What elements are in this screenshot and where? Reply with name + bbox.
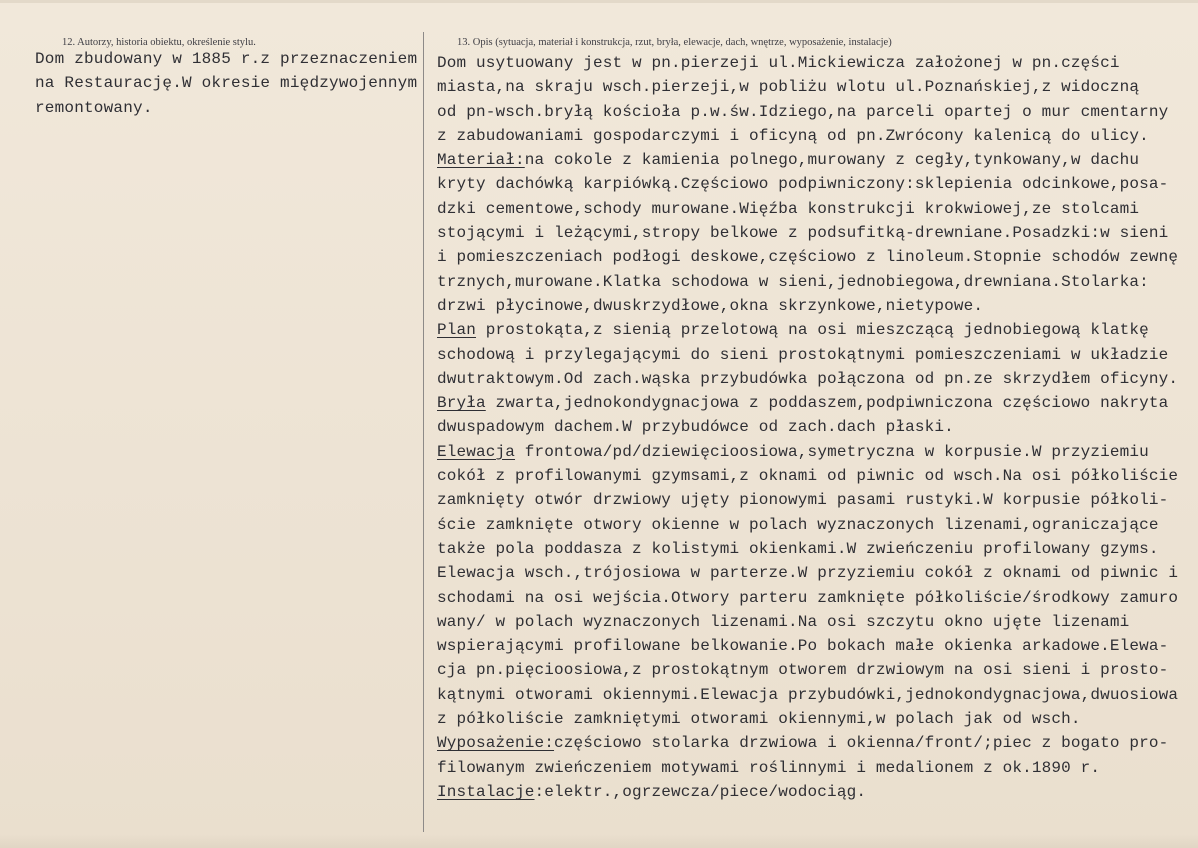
line-text: także pola poddasza z kolistymi okienkami.W zwieńczeniu profilowany gzyms.	[437, 539, 1159, 558]
line-text: na cokole z kamienia polnego,murowany z cegły,tynkowany,w dachu	[524, 151, 1140, 170]
description-text-line	[437, 221, 1197, 245]
description-text-line	[437, 245, 1197, 269]
line-text: trznych,murowane.Klatka schodowa w sieni,jednobiegowa,drewniana.Stolarka:	[437, 272, 1149, 291]
description-text-line	[437, 561, 1197, 585]
section-label: Elewacja	[437, 442, 516, 461]
line-text: z półkoliście zamkniętymi otworami okiennymi,w polach jak od wsch.	[437, 710, 1081, 729]
description-text-line	[437, 75, 1197, 99]
line-text: cja pn.pięcioosiowa,z prostokątnym otworem drzwiowym na osi sieni i prosto-	[437, 661, 1169, 680]
line-text: frontowa/pd/dziewięcioosiowa,symetryczna w korpusie.W przyziemiu	[515, 442, 1149, 461]
description-text-line	[437, 440, 1197, 464]
description-text-line	[437, 367, 1197, 391]
top-edge	[0, 0, 1198, 3]
authors-history-section	[35, 47, 420, 120]
description-text-line	[437, 197, 1197, 221]
line-text: kątnymi otworami okiennymi.Elewacja przybudówki,jednokondygnacjowa,dwuosiowa	[437, 685, 1179, 704]
description-text-line	[437, 294, 1197, 318]
line-text: i pomieszczeniach podłogi deskowe,częściowo z linoleum.Stopnie schodów zewnę	[437, 248, 1179, 267]
section-label: Instalacje	[437, 782, 535, 801]
section-13-header: 13. Opis (sytuacja, materiał i konstrukcja, rzut, bryła, elewacje, dach, wnętrze, wyposażenie, instalacje)	[457, 37, 892, 48]
left-text-line: Dom zbudowany w 1885 r.z przeznaczeniem	[35, 50, 418, 68]
line-text: prostokąta,z sienią przelotową na osi mieszczącą jednobiegową klatkę	[476, 321, 1149, 340]
line-text: z zabudowaniami gospodarczymi i oficyną od pn.Zwrócony kalenicą do ulicy.	[437, 126, 1149, 145]
description-text-line	[437, 537, 1197, 561]
section-label: Plan	[437, 321, 477, 340]
description-text-line	[437, 51, 1197, 75]
line-text: miasta,na skraju wsch.pierzeji,w pobliżu wlotu ul.Poznańskiej,z widoczną	[437, 78, 1140, 97]
column-divider	[423, 32, 424, 832]
description-section	[437, 51, 1197, 804]
description-text-line	[437, 270, 1197, 294]
description-text-line	[437, 513, 1197, 537]
left-text-line: na Restaurację.W okresie międzywojennym	[35, 74, 418, 93]
line-text: Elewacja wsch.,trójosiowa w parterze.W przyziemiu cokół z oknami od piwnic i	[437, 564, 1179, 583]
description-text-line	[437, 464, 1197, 488]
line-text: :elektr.,ogrzewcza/piece/wodociąg.	[534, 782, 867, 801]
bottom-shade	[0, 834, 1198, 848]
line-text: dzki cementowe,schody murowane.Więźba konstrukcji krokwiowej,ze stolcami	[437, 199, 1140, 218]
line-text: od pn-wsch.bryłą kościoła p.w.św.Idziego,na parceli opartej o mur cmentarny	[437, 102, 1169, 121]
description-text-line	[437, 780, 1197, 804]
section-label: Bryła	[437, 394, 486, 413]
section-label: Materiał:	[437, 151, 525, 170]
description-text-line	[437, 488, 1197, 512]
line-text: wany/ w polach wyznaczonych lizenami.Na osi szczytu okno ujęte lizenami	[437, 612, 1130, 631]
left-text-line: remontowany.	[35, 98, 153, 117]
section-label: Wyposażenie:	[437, 734, 555, 753]
line-text: filowanym zwieńczeniem motywami roślinnymi i medalionem z ok.1890 r.	[437, 758, 1101, 777]
description-text-line	[437, 707, 1197, 731]
section-12-header: 12. Autorzy, historia obiektu, określenie stylu.	[62, 37, 256, 48]
description-text-line	[437, 634, 1197, 658]
line-text: schodami na osi wejścia.Otwory parteru zamknięte półkoliście/środkowy zamuro	[437, 588, 1179, 607]
description-text-line	[437, 658, 1197, 682]
line-text: zamknięty otwór drzwiowy ujęty pionowymi pasami rustyki.W korpusie półkoli-	[437, 491, 1169, 510]
line-text: stojącymi i leżącymi,stropy belkowe z podsufitką-drewniane.Posadzki:w sieni	[437, 224, 1169, 243]
description-text-line	[437, 148, 1197, 172]
line-text: kryty dachówką karpiówką.Częściowo podpiwniczony:sklepienia odcinkowe,posa-	[437, 175, 1169, 194]
line-text: częściowo stolarka drzwiowa i okienna/front/;piec z bogato pro-	[554, 734, 1169, 753]
description-text-line	[437, 172, 1197, 196]
line-text: dwutraktowym.Od zach.wąska przybudówka połączona od pn.ze skrzydłem oficyny.	[437, 369, 1179, 388]
line-text: Dom usytuowany jest w pn.pierzeji ul.Mickiewicza założonej w pn.części	[437, 54, 1120, 72]
description-text-line	[437, 756, 1197, 780]
description-text-line	[437, 683, 1197, 707]
line-text: wspierającymi profilowane belkowanie.Po bokach małe okienka arkadowe.Elewa-	[437, 637, 1169, 656]
line-text: ście zamknięte otwory okienne w polach wyznaczonych lizenami,ograniczające	[437, 515, 1159, 534]
line-text: drzwi płycinowe,dwuskrzydłowe,okna skrzynkowe,nietypowe.	[437, 296, 984, 315]
line-text: zwarta,jednokondygnacjowa z poddaszem,podpiwniczona częściowo nakryta	[485, 394, 1169, 413]
line-text: dwuspadowym dachem.W przybudówce od zach.dach płaski.	[437, 418, 954, 437]
description-text-line	[437, 415, 1197, 439]
description-text-line	[437, 731, 1197, 755]
description-text-line	[437, 100, 1197, 124]
description-text-line	[437, 586, 1197, 610]
description-text-line	[437, 610, 1197, 634]
description-text-line	[437, 318, 1197, 342]
description-text-line	[437, 391, 1197, 415]
description-text-line	[437, 124, 1197, 148]
line-text: cokół z profilowanymi gzymsami,z oknami od piwnic od wsch.Na osi półkoliście	[437, 467, 1179, 486]
line-text: schodową i przylegającymi do sieni prostokątnymi pomieszczeniami w układzie	[437, 345, 1169, 364]
description-text-line	[437, 343, 1197, 367]
